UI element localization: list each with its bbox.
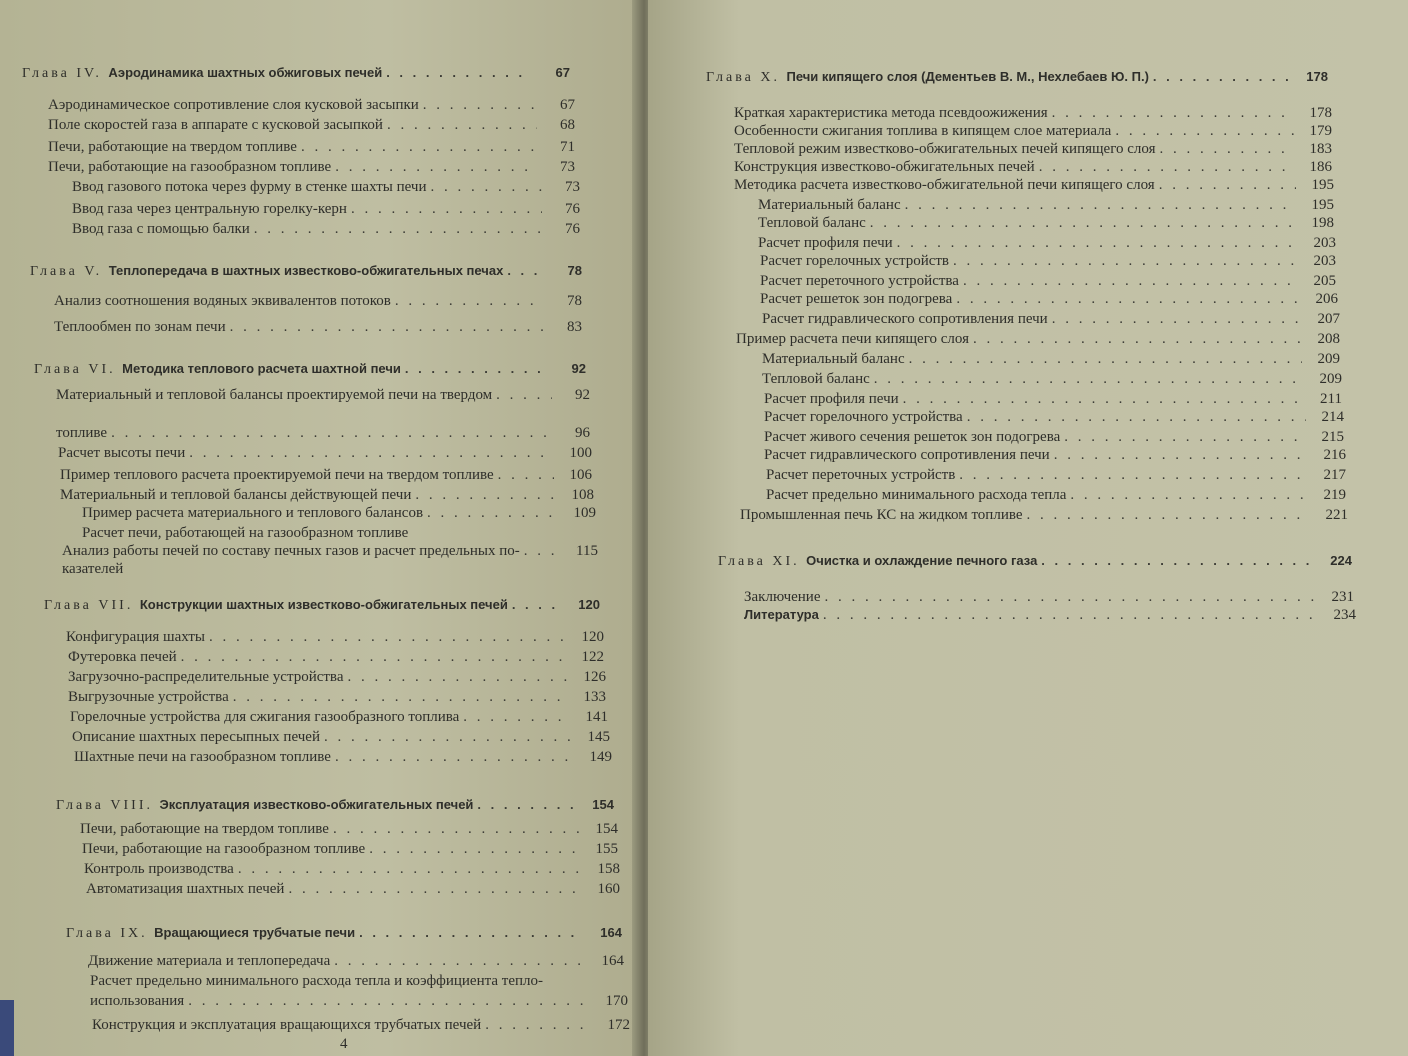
leader-dots: [1027, 506, 1311, 524]
leader-dots: [359, 924, 584, 942]
leader-dots: [507, 262, 544, 280]
entry-title: Расчет профиля печи: [764, 391, 899, 407]
page-ref: 164: [601, 953, 624, 969]
page-ref: 195: [1311, 177, 1334, 193]
chapter-label: Глава V.: [30, 264, 109, 279]
leader-dots: [498, 466, 554, 484]
toc-entry: [736, 330, 1340, 348]
page-ref: 76: [565, 221, 580, 237]
toc-entry: [48, 96, 575, 114]
toc-entry: [734, 176, 1334, 194]
chapter-title: Аэродинамика шахтных обжиговых печей: [108, 65, 383, 80]
entry-title: Краткая характеристика метода псевдоожижения: [734, 105, 1048, 121]
entry-title: Расчет предельно минимального расхода тепла и коэффициента тепло-: [90, 973, 543, 989]
toc-entry: [68, 688, 606, 706]
toc-entry: [70, 708, 608, 726]
chapter-entry: [30, 262, 582, 281]
entry-title: Пример расчета материального и теплового балансов: [82, 505, 424, 521]
entry-title: Расчет горелочного устройства: [764, 409, 963, 425]
page-ref: 178: [1306, 69, 1328, 84]
entry-title: Пример теплового расчета проектируемой печи на твердом топливе: [60, 467, 494, 483]
leader-dots: [335, 748, 574, 766]
leader-dots: [415, 486, 556, 504]
page-ref: 68: [560, 117, 575, 133]
toc-entry: [744, 606, 1356, 624]
page-ref: 92: [571, 361, 586, 376]
entry-title: Конструкция известково-обжигательных печей: [734, 159, 1035, 175]
page-ref: 206: [1315, 291, 1338, 307]
page-ref: 198: [1311, 215, 1334, 231]
subsection-entry: [760, 290, 1338, 308]
subsection-entry: [82, 524, 596, 542]
entry-title: Литература: [744, 607, 819, 622]
page-ref: 172: [607, 1017, 630, 1033]
page-ref: 120: [581, 629, 604, 645]
entry-title: Конфигурация шахты: [66, 629, 206, 645]
page-ref: 219: [1323, 487, 1346, 503]
leader-dots: [427, 504, 558, 522]
toc-entry: [62, 542, 598, 560]
page-ref: 215: [1321, 429, 1344, 445]
entry-title: Поле скоростей газа в аппарате с кусковой засыпкой: [48, 117, 383, 133]
chapter-label: Глава X.: [706, 70, 787, 85]
leader-dots: [463, 708, 570, 726]
toc-entry: [58, 444, 592, 462]
subsection-entry: [762, 350, 1340, 368]
toc-entry: [734, 158, 1332, 176]
entry-title: Печи, работающие на твердом топливе: [80, 821, 329, 837]
page-ref: 183: [1309, 141, 1332, 157]
entry-title: Движение материала и теплопередача: [88, 953, 331, 969]
entry-title: Тепловой режим известково-обжигательных печей кипящего слоя: [734, 141, 1156, 157]
toc-entry: [48, 138, 575, 156]
leader-dots: [230, 318, 544, 336]
page-ref: 160: [597, 881, 620, 897]
toc-entry: [734, 140, 1332, 158]
page-ref: 78: [567, 263, 582, 278]
page-ref: 120: [578, 597, 600, 612]
chapter-label: Глава IX.: [66, 926, 155, 941]
subsection-entry: [760, 272, 1336, 290]
leader-dots: [967, 408, 1306, 426]
leader-dots: [1064, 428, 1306, 446]
page-ref: 164: [600, 925, 622, 940]
page-ref: 224: [1330, 553, 1352, 568]
entry-title: Материальный и тепловой балансы действующей печи: [60, 487, 412, 503]
page-ref: 141: [585, 709, 608, 725]
page-ref: 214: [1321, 409, 1344, 425]
entry-title: Расчет предельно минимального расхода тепла: [766, 487, 1067, 503]
entry-title: Анализ работы печей по составу печных газов и расчет предельных по-: [62, 543, 520, 559]
page-ref: 149: [589, 749, 612, 765]
chapter-heading: [30, 262, 503, 281]
entry-title: Расчет живого сечения решеток зон подогрева: [764, 429, 1061, 445]
entry-title: Теплообмен по зонам печи: [54, 319, 226, 335]
page-ref: 203: [1313, 253, 1336, 269]
chapter-entry: [66, 924, 622, 943]
leader-dots: [369, 840, 580, 858]
leader-dots: [334, 952, 586, 970]
leader-dots: [111, 424, 552, 442]
chapter-label: Глава VII.: [44, 598, 140, 613]
subsection-entry: [82, 504, 596, 522]
chapter-heading: [22, 64, 382, 83]
leader-dots: [1160, 140, 1295, 158]
toc-entry: [48, 116, 575, 134]
table-edge: [0, 1000, 14, 1056]
leader-dots: [1070, 486, 1308, 504]
toc-entry: [62, 560, 598, 578]
page-ref: 73: [565, 179, 580, 195]
page-ref: 207: [1317, 311, 1340, 327]
page-ref: 78: [567, 293, 582, 309]
toc-entry: [734, 122, 1332, 140]
leader-dots: [496, 386, 552, 404]
entry-title: Шахтные печи на газообразном топливе: [74, 749, 331, 765]
toc-entry: [56, 386, 590, 404]
leader-dots: [181, 648, 566, 666]
leader-dots: [333, 820, 580, 838]
chapter-label: Глава XI.: [718, 554, 807, 569]
subsection-entry: [760, 252, 1336, 270]
toc-entry: [68, 648, 604, 666]
entry-title: Материальный баланс: [762, 351, 905, 367]
leader-dots: [347, 668, 568, 686]
leader-dots: [909, 350, 1302, 368]
leader-dots: [238, 860, 582, 878]
leader-dots: [485, 1016, 592, 1034]
page-ref: 211: [1320, 391, 1342, 407]
entry-title: Выгрузочные устройства: [68, 689, 229, 705]
entry-title: Анализ соотношения водяных эквивалентов потоков: [54, 293, 391, 309]
page-ref: 195: [1311, 197, 1334, 213]
subsection-entry: [764, 390, 1342, 408]
entry-title: Загрузочно-распределительные устройства: [68, 669, 344, 685]
chapter-heading: [34, 360, 401, 379]
page-ref: 179: [1309, 123, 1332, 139]
toc-entry: [84, 860, 620, 878]
chapter-title: Вращающиеся трубчатые печи: [154, 925, 356, 940]
page-ref: 216: [1323, 447, 1346, 463]
entry-title: Контроль производства: [84, 861, 234, 877]
leader-dots: [301, 138, 537, 156]
entry-title: казателей: [62, 561, 124, 577]
entry-title: Методика расчета известково-обжигательной печи кипящего слоя: [734, 177, 1155, 193]
page-ref: 100: [569, 445, 592, 461]
chapter-title: Теплопередача в шахтных известково-обжигательных печах: [108, 263, 504, 278]
leader-dots: [405, 360, 548, 378]
leader-dots: [233, 688, 568, 706]
leader-dots: [387, 116, 537, 134]
leader-dots: [477, 796, 576, 814]
page-ref: 76: [565, 201, 580, 217]
leader-dots: [1153, 68, 1290, 86]
subsection-entry: [758, 214, 1334, 232]
page-ref: 96: [575, 425, 590, 441]
page-ref: 73: [560, 159, 575, 175]
entry-title: Ввод газа через центральную горелку-керн: [72, 201, 347, 217]
chapter-entry: [718, 552, 1352, 571]
leader-dots: [189, 444, 554, 462]
page-ref: 122: [581, 649, 604, 665]
leader-dots: [1052, 310, 1302, 328]
leader-dots: [870, 214, 1296, 232]
toc-entry: [60, 486, 594, 504]
page-ref: 154: [595, 821, 618, 837]
toc-entry: [82, 840, 618, 858]
entry-title: Расчет гидравлического сопротивления печи: [762, 311, 1048, 327]
chapter-title: Эксплуатация известково-обжигательных печей: [159, 797, 474, 812]
entry-title: Расчет горелочных устройств: [760, 253, 950, 269]
leader-dots: [959, 466, 1308, 484]
leader-dots: [254, 220, 542, 238]
page-ref: 83: [567, 319, 582, 335]
entry-title: Тепловой баланс: [758, 215, 866, 231]
entry-title: Тепловой баланс: [762, 371, 870, 387]
chapter-entry: [22, 64, 570, 83]
entry-title: Печи, работающие на газообразном топливе: [48, 159, 332, 175]
entry-title: Горелочные устройства для сжигания газообразного топлива: [70, 709, 460, 725]
page-ref: 71: [560, 139, 575, 155]
leader-dots: [897, 234, 1298, 252]
page-ref: 234: [1333, 607, 1356, 623]
entry-title: Описание шахтных пересыпных печей: [72, 729, 320, 745]
toc-entry: [80, 820, 618, 838]
page-ref: 108: [571, 487, 594, 503]
leader-dots: [524, 542, 560, 560]
chapter-heading: [718, 552, 1037, 571]
leader-dots: [1159, 176, 1296, 194]
page-ref: 209: [1319, 371, 1342, 387]
chapter-heading: [706, 68, 1149, 87]
entry-title: Расчет печи, работающей на газообразном топливе: [82, 525, 409, 541]
page-ref: 92: [575, 387, 590, 403]
subsection-entry: [72, 178, 580, 196]
leader-dots: [823, 606, 1318, 624]
toc-entry: [734, 104, 1332, 122]
page-ref: 67: [555, 65, 570, 80]
entry-title: Аэродинамическое сопротивление слоя кусковой засыпки: [48, 97, 419, 113]
toc-entry: [66, 628, 604, 646]
entry-title: Пример расчета печи кипящего слоя: [736, 331, 969, 347]
toc-entry: [54, 292, 582, 310]
subsection-entry: [766, 466, 1346, 484]
leader-dots: [1041, 552, 1314, 570]
leader-dots: [1052, 104, 1294, 122]
leader-dots: [1039, 158, 1294, 176]
leader-dots: [825, 588, 1317, 606]
chapter-heading: [66, 924, 355, 943]
toc-entry: [74, 748, 612, 766]
leader-dots: [512, 596, 562, 614]
toc-entry: [86, 880, 620, 898]
leader-dots: [973, 330, 1302, 348]
subsection-entry: [72, 200, 580, 218]
entry-title: Ввод газового потока через фурму в стенке шахты печи: [72, 179, 427, 195]
subsection-entry: [766, 486, 1346, 504]
page-ref: 170: [605, 993, 628, 1009]
page-ref: 186: [1309, 159, 1332, 175]
toc-entry: [68, 668, 606, 686]
right-page: [648, 0, 1408, 1056]
page-ref: 115: [576, 543, 598, 559]
page-ref: 217: [1323, 467, 1346, 483]
chapter-heading: [56, 796, 473, 815]
entry-title: Материальный и тепловой балансы проектируемой печи на твердом: [56, 387, 493, 403]
leader-dots: [324, 728, 572, 746]
toc-entry: [740, 506, 1348, 524]
page-ref: 126: [583, 669, 606, 685]
page-number: 4: [340, 1036, 348, 1052]
leader-dots: [430, 178, 542, 196]
subsection-entry: [762, 310, 1340, 328]
entry-title: Ввод газа с помощью балки: [72, 221, 250, 237]
leader-dots: [905, 196, 1296, 214]
leader-dots: [956, 290, 1300, 308]
entry-title: Печи, работающие на твердом топливе: [48, 139, 297, 155]
entry-title: Футеровка печей: [68, 649, 177, 665]
entry-title: Материальный баланс: [758, 197, 901, 213]
subsection-entry: [72, 220, 580, 238]
toc-entry: [88, 952, 624, 970]
chapter-entry: [56, 796, 614, 815]
toc-entry: [92, 1016, 630, 1034]
page-ref: 221: [1325, 507, 1348, 523]
subsection-entry: [764, 428, 1344, 446]
leader-dots: [874, 370, 1304, 388]
chapter-title: Очистка и охлаждение печного газа: [806, 553, 1038, 568]
page-ref: 109: [573, 505, 596, 521]
toc-entry: [744, 588, 1354, 606]
page-ref: 209: [1317, 351, 1340, 367]
page-ref: 158: [597, 861, 620, 877]
page-ref: 145: [587, 729, 610, 745]
page-ref: 155: [595, 841, 618, 857]
subsection-entry: [762, 370, 1342, 388]
subsection-entry: [764, 408, 1344, 426]
chapter-heading: [44, 596, 508, 615]
page-ref: 154: [592, 797, 614, 812]
entry-title: Расчет решеток зон подогрева: [760, 291, 953, 307]
chapter-label: Глава VIII.: [56, 798, 160, 813]
entry-title: топливе: [56, 425, 108, 441]
entry-title: Заключение: [744, 589, 821, 605]
page-ref: 106: [569, 467, 592, 483]
page-ref: 203: [1313, 235, 1336, 251]
left-page: [0, 0, 640, 1056]
leader-dots: [423, 96, 537, 114]
toc-entry: [90, 972, 626, 990]
leader-dots: [386, 64, 532, 82]
page-ref: 231: [1331, 589, 1354, 605]
chapter-entry: [44, 596, 600, 615]
entry-title: Расчет высоты печи: [58, 445, 186, 461]
toc-entry: [56, 424, 590, 442]
subsection-entry: [764, 446, 1346, 464]
leader-dots: [351, 200, 542, 218]
leader-dots: [395, 292, 544, 310]
leader-dots: [953, 252, 1298, 270]
leader-dots: [188, 992, 590, 1010]
leader-dots: [1054, 446, 1308, 464]
page-ref: 208: [1317, 331, 1340, 347]
entry-title: использования: [90, 993, 185, 1009]
entry-title: Особенности сжигания топлива в кипящем слое материала: [734, 123, 1112, 139]
entry-title: Расчет переточного устройства: [760, 273, 959, 289]
chapter-title: Печи кипящего слоя (Дементьев В. М., Нехлебаев Ю. П.): [786, 69, 1149, 84]
toc-entry: [72, 728, 610, 746]
leader-dots: [209, 628, 566, 646]
subsection-entry: [758, 234, 1336, 252]
leader-dots: [288, 880, 582, 898]
chapter-title: Конструкции шахтных известково-обжигательных печей: [139, 597, 508, 612]
chapter-label: Глава IV.: [22, 66, 109, 81]
leader-dots: [903, 390, 1304, 408]
entry-title: Расчет переточных устройств: [766, 467, 956, 483]
chapter-title: Методика теплового расчета шахтной печи: [122, 361, 401, 376]
entry-title: Промышленная печь КС на жидком топливе: [740, 507, 1023, 523]
chapter-entry: [34, 360, 586, 379]
entry-title: Автоматизация шахтных печей: [86, 881, 285, 897]
leader-dots: [335, 158, 537, 176]
entry-title: Расчет гидравлического сопротивления печи: [764, 447, 1050, 463]
toc-entry: [60, 466, 592, 484]
page-ref: 67: [560, 97, 575, 113]
entry-title: Расчет профиля печи: [758, 235, 893, 251]
toc-entry: [48, 158, 575, 176]
leader-dots: [963, 272, 1298, 290]
page-ref: 178: [1309, 105, 1332, 121]
toc-entry: [90, 992, 628, 1010]
page-ref: 133: [583, 689, 606, 705]
leader-dots: [1115, 122, 1294, 140]
toc-entry: [54, 318, 582, 336]
chapter-label: Глава VI.: [34, 362, 123, 377]
subsection-entry: [758, 196, 1334, 214]
entry-title: Конструкция и эксплуатация вращающихся трубчатых печей: [92, 1017, 482, 1033]
chapter-entry: [706, 68, 1328, 87]
page-ref: 205: [1313, 273, 1336, 289]
entry-title: Печи, работающие на газообразном топливе: [82, 841, 366, 857]
